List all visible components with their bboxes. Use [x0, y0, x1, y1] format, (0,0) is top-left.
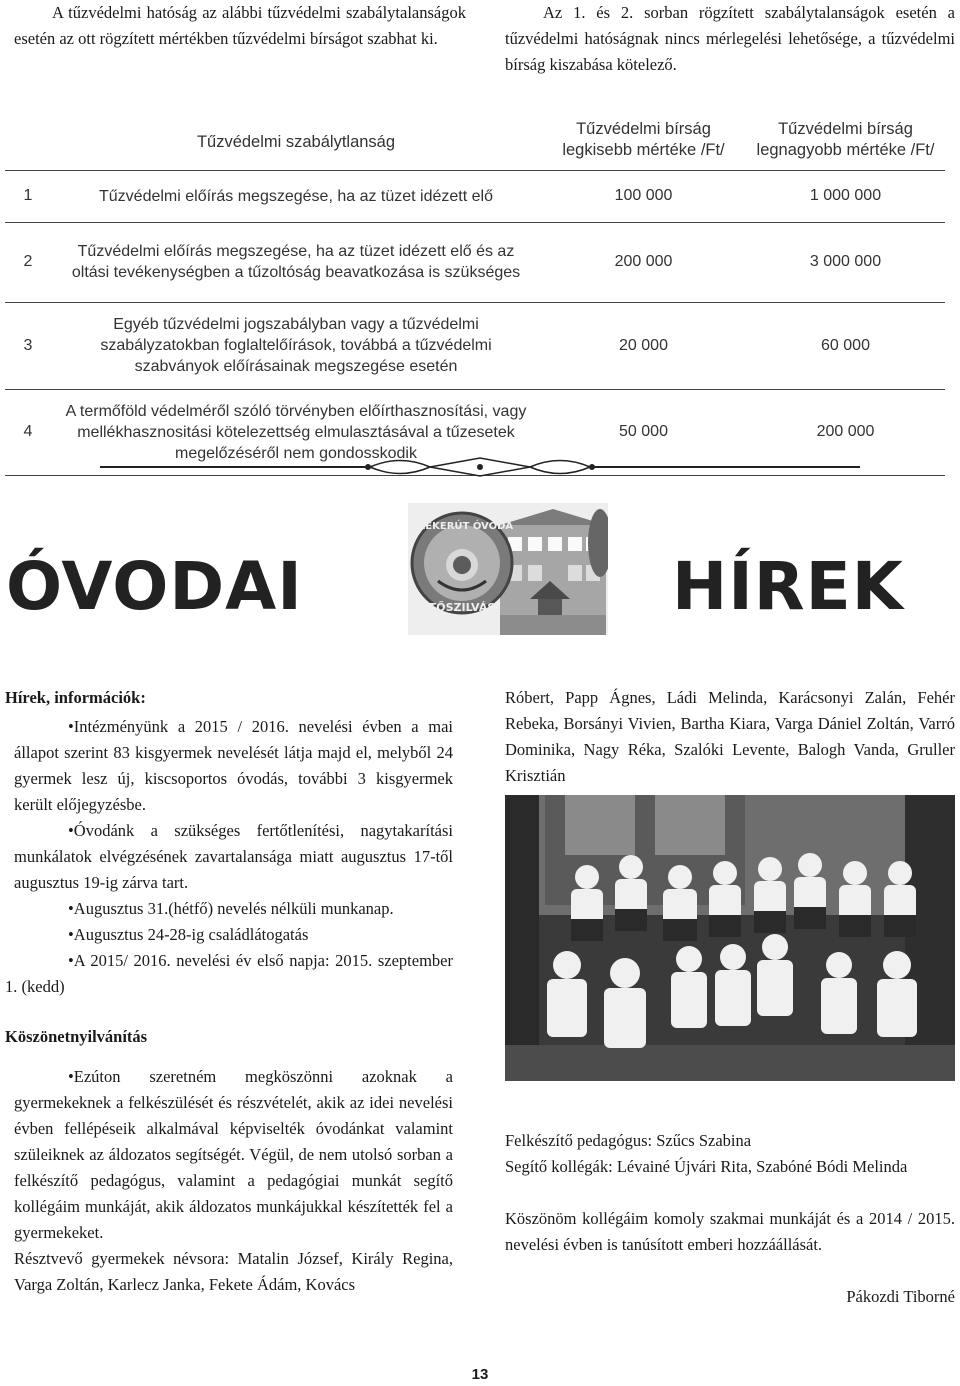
row-max-fine: 200 000 [746, 389, 945, 475]
intro-left-paragraph: A tűzvédelmi hatóság az alábbi tűzvédelmi szabálytalanságok esetén az ott rögzített mértékben tűzvédelmi bírságot szabhat ki. [14, 3, 466, 48]
row-min-fine: 200 000 [541, 222, 746, 302]
signature: Pákozdi Tiborné [846, 1287, 955, 1306]
thanks-heading: Köszönetnyilvánítás [5, 1027, 148, 1046]
news-heading: Hírek, információk: [5, 688, 146, 707]
thanks-paragraph-1 [5, 1064, 453, 1246]
row-description: Egyéb tűzvédelmi jogszabályban vagy a tűzvédelmi szabályzatokban foglaltelőírások, továbbá a tűzvédelmi szabványok előírásainak megszegése esetén [51, 302, 541, 389]
row-min-fine: 20 000 [541, 302, 746, 389]
row-max-fine: 60 000 [746, 302, 945, 389]
thanks-p1-text: •Ezúton szeretném megköszönni azoknak a gyermekeknek a felkészülését és részvételét, akik az idei nevelési évben fellépéseik alkalmával képviselték óvodánkat valamint szüleiknek az áldozatos segítségét. Végül, de nem utolsó sorban a felkészítő pedagógus, valamint a pedagógiai munkát segítő kollégáim munkáját, akik áldozatos munkájukkal készítették fel a gyermekeket. [14, 1067, 453, 1242]
table-row [5, 222, 945, 302]
title-ovodai: ÓVODAI [6, 548, 303, 625]
table-row [5, 170, 945, 222]
page-number: 13 [471, 1366, 489, 1383]
header-min-fine [541, 110, 746, 170]
row-description: A termőföld védelméről szóló törvényben előírthasznosítási, vagy mellékhasznositási kötelezettség elmulasztásával a tűzesetek megelőzéséről nem gondosskodik [51, 389, 541, 475]
news-paragraph-5 [5, 948, 453, 1000]
logo-text-top: SZEKERÚT ÓVODA [410, 521, 514, 532]
news-p1-text: •Intézményünk a 2015 / 2016. nevelési évben a mai állapot szerint 83 kisgyermek nevelését látja majd el, melyből 24 gyermek lesz új, kiscsoportos óvodás, további 3 kisgyermek került előjegyzésbe. [14, 717, 453, 814]
news-paragraph-4: •Augusztus 24-28-ig családlátogatás [68, 925, 309, 944]
row-number: 1 [5, 170, 51, 222]
title-hirek: HÍREK [672, 548, 904, 625]
row-number: 2 [5, 222, 51, 302]
header-max-line1: Tűzvédelmi bírság [778, 119, 913, 138]
row-min-fine: 100 000 [541, 170, 746, 222]
table-row [5, 302, 945, 389]
closing-paragraph: Köszönöm kollégáim komoly szakmai munkáját és a 2014 / 2015. nevelési évben is tanúsított emberi hozzáállását. [505, 1209, 955, 1254]
row-min-fine: 50 000 [541, 389, 746, 475]
logo-text-bottom: TŐSZILVÁS [428, 601, 496, 614]
news-paragraph-3: •Augusztus 31.(hétfő) nevelés nélküli munkanap. [68, 899, 394, 918]
table-header-row [5, 110, 945, 170]
header-max-line2: legnagyobb mértéke /Ft/ [756, 140, 935, 159]
row-description: Tűzvédelmi előírás megszegése, ha az tüzet idézett elő és az oltási tevékenységben a tűzoltóság beavatkozása is szükséges [51, 222, 541, 302]
intro-right-paragraph: Az 1. és 2. sorban rögzített szabálytalanságok esetén a tűzvédelmi hatóságnak nincs mérlegelési lehetősége, a tűzvédelmi bírság kiszabása kötelező. [505, 3, 955, 74]
news-p5-text: •A 2015/ 2016. nevelési év első napja: 2015. szeptember 1. (kedd) [5, 951, 453, 996]
header-min-line2: legkisebb mértéke /Ft/ [562, 140, 725, 159]
thanks-paragraph-2: Résztvevő gyermekek névsora: Matalin József, Király Regina, Varga Zoltán, Karlecz Janka, Fekete Ádám, Kovács [14, 1249, 453, 1294]
children-group-photo [505, 795, 955, 1081]
kindergarten-logo-photo [408, 503, 608, 635]
header-min-line1: Tűzvédelmi bírság [576, 119, 711, 138]
participant-names-continued: Róbert, Papp Ágnes, Ládi Melinda, Karácsonyi Zalán, Fehér Rebeka, Borsányi Vivien, Bartha Kiara, Varga Dániel Zoltán, Varró Dominika, Nagy Réka, Szalóki Levente, Balogh Vanda, Gruller Krisztián [505, 688, 955, 785]
fire-fine-table [5, 110, 945, 476]
row-max-fine: 1 000 000 [746, 170, 945, 222]
news-p2-text: •Óvodánk a szükséges fertőtlenítési, nagytakarítási munkálatok elvégzésének zavartalansága miatt augusztus 17-től augusztus 19-ig zárva tart. [14, 821, 453, 892]
news-paragraph-1 [5, 714, 453, 818]
header-num [5, 110, 51, 170]
credits-block [505, 1128, 955, 1310]
row-number: 4 [5, 389, 51, 475]
teacher-line: Felkészítő pedagógus: Szűcs Szabina [505, 1131, 752, 1150]
row-max-fine: 3 000 000 [746, 222, 945, 302]
header-irregularity: Tűzvédelmi szabálytlanság [51, 110, 541, 170]
row-number: 3 [5, 302, 51, 389]
right-column [505, 685, 955, 789]
header-max-fine [746, 110, 945, 170]
helpers-line: Segítő kollégák: Lévainé Újvári Rita, Szabóné Bódi Melinda [505, 1157, 908, 1176]
row-description: Tűzvédelmi előírás megszegése, ha az tüzet idézett elő [51, 170, 541, 222]
news-paragraph-2 [5, 818, 453, 896]
left-column [5, 685, 453, 1298]
ornament-divider [100, 452, 860, 482]
